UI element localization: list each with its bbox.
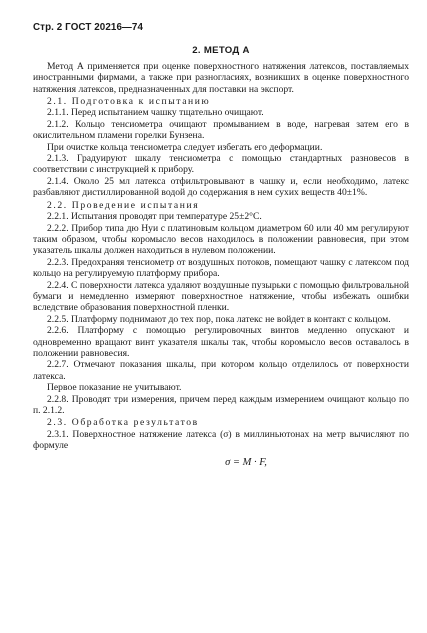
paragraph-2-2-8: 2.2.8. Проводят три измерения, причем перед каждым измерением очищают кольцо по п. 2.1.2. [33,393,409,416]
paragraph-ring-note: При очистке кольца тенсиометра следует избегать его деформации. [47,141,323,153]
paragraph-2-2-5: 2.2.5. Платформу поднимают до тех пор, пока латекс не войдет в контакт с кольцом. [47,313,391,325]
paragraph-2-3-1: 2.3.1. Поверхностное натяжение латекса (σ) в миллиньютонах на метр вычисляют по формуле [33,428,409,452]
paragraph-2-2-3: 2.2.3. Предохраняя тенсиометр от воздушных потоков, помещают чашку с латексом под кольцо на регулируемую платформу прибора. [33,256,409,280]
paragraph-first-reading: Первое показание не учитывают. [47,382,182,394]
page-header: Стр. 2 ГОСТ 20216—74 [33,22,143,33]
paragraph-2-2-4: 2.2.4. С поверхности латекса удаляют воздушные пузырьки с помощью фильтровальной бумаги и немедленно измеряют поверхностное натяжение, чтобы избежать ошибки вследствие образования поверхностной пленки. [33,279,409,314]
formula: σ = M · F, [225,456,267,468]
paragraph-2-1-1: 2.1.1. Перед испытанием чашку тщательно очищают. [47,107,264,119]
paragraph-2-2-7: 2.2.7. Отмечают показания шкалы, при котором кольцо отделилось от поверхности латекса. [33,359,409,382]
paragraph-2-2-2: 2.2.2. Прибор типа дю Нуи с платиновым кольцом диаметром 60 или 40 мм регулируют таким образом, чтобы коромысло весов находилось в положении равновесия, при этом указатель шкалы должен находиться в нулевом положении. [33,222,409,257]
paragraph-2-1-3: 2.1.3. Градуируют шкалу тенсиометра с помощью стандартных разновесов в соответствии с инструкцией к прибору. [33,153,409,176]
paragraph-2-1-2: 2.1.2. Кольцо тенсиометра очищают промыванием в воде, нагревая затем его в окислительном пламени горелки Бунзена. [33,118,409,142]
section-title: 2. МЕТОД А [192,45,250,57]
subsection-title-results: 2.3. Обработка результатов [47,417,199,429]
paragraph-intro: Метод А применяется при оценке поверхностного натяжения латексов, поставляемых иностранными фирмами, а также при разногласиях, возникших в оценке поверхностного натяжения латексов, предназначенных для поставки на экспорт. [33,60,409,95]
paragraph-2-2-6: 2.2.6. Платформу с помощью регулировочных винтов медленно опускают и одновременно вращают винт указателя шкалы так, чтобы коромысло весов оставалось в положении равновесия. [33,325,409,359]
subsection-title-preparation: 2.1. Подготовка к испытанию [47,96,211,108]
paragraph-2-2-1: 2.2.1. Испытания проводят при температуре 25±2°С. [47,211,262,223]
paragraph-2-1-4: 2.1.4. Около 25 мл латекса отфильтровывают в чашку и, если необходимо, латекс разбавляют дистиллированной водой до содержания в нем сухих веществ 40±1%. [33,175,409,199]
subsection-title-testing: 2.2. Проведение испытания [47,199,200,211]
